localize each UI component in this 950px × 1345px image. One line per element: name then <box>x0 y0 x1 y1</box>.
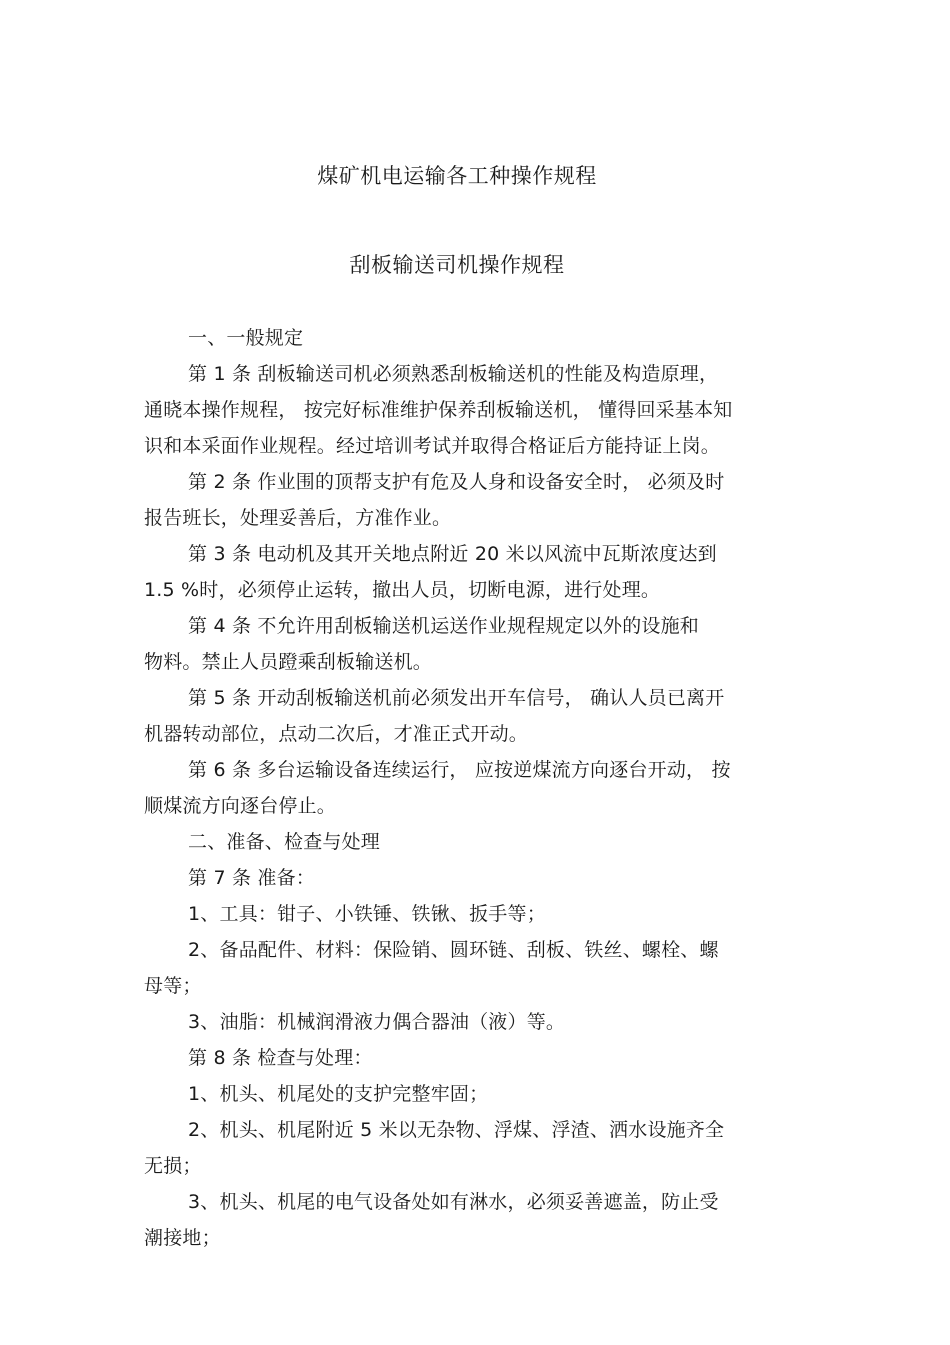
paragraph-line: 第 6 条 多台运输设备连续运行， 应按逆煤流方向逐台开动， 按 <box>188 759 731 781</box>
paragraph-line: 通晓本操作规程， 按完好标准维护保养刮板输送机， 懂得回采基本知 <box>144 399 733 421</box>
paragraph-line: 第 7 条 准备： <box>188 867 316 889</box>
paragraph-line: 识和本采面作业规程。经过培训考试并取得合格证后方能持证上岗。 <box>144 435 721 457</box>
paragraph-line: 第 2 条 作业围的顶帮支护有危及人身和设备安全时， 必须及时 <box>188 471 725 493</box>
paragraph-line: 无损； <box>144 1155 202 1177</box>
paragraph-line: 第 3 条 电动机及其开关地点附近 20 米以风流中瓦斯浓度达到 <box>188 543 717 565</box>
paragraph-line: 物料。禁止人员蹬乘刮板输送机。 <box>144 651 433 673</box>
paragraph-line: 机器转动部位，点动二次后，才准正式开动。 <box>144 723 529 745</box>
paragraph-line: 3、油脂：机械润滑液力偶合器油（液）等。 <box>188 1011 566 1033</box>
paragraph-line: 2、机头、机尾附近 5 米以无杂物、浮煤、浮渣、洒水设施齐全 <box>188 1119 725 1141</box>
paragraph-line: 2、备品配件、材料：保险销、圆环链、刮板、铁丝、螺栓、螺 <box>188 939 719 961</box>
paragraph-line: 1、机头、机尾处的支护完整牢固； <box>188 1083 489 1105</box>
paragraph-line: 第 4 条 不允许用刮板输送机运送作业规程规定以外的设施和 <box>188 615 700 637</box>
paragraph-line: 第 5 条 开动刮板输送机前必须发出开车信号， 确认人员已离开 <box>188 687 725 709</box>
document-body <box>144 320 814 1256</box>
document-title: 煤矿机电运输各工种操作规程 <box>317 164 597 188</box>
paragraph-line: 1、工具：钳子、小铁锤、铁锹、扳手等； <box>188 903 546 925</box>
paragraph-line: 潮接地； <box>144 1227 221 1249</box>
paragraph-line: 母等； <box>144 975 202 997</box>
paragraph-line: 报告班长，处理妥善后，方准作业。 <box>144 507 452 529</box>
paragraph-line: 一、一般规定 <box>188 327 304 349</box>
paragraph-line: 第 8 条 检查与处理： <box>188 1047 373 1069</box>
paragraph-line: 3、机头、机尾的电气设备处如有淋水，必须妥善遮盖，防止受 <box>188 1191 719 1213</box>
paragraph-line: 1.5 %时，必须停止运转，撤出人员，切断电源，进行处理。 <box>144 579 661 601</box>
paragraph-line: 第 1 条 刮板输送司机必须熟悉刮板输送机的性能及构造原理， <box>188 363 719 385</box>
section-title: 刮板输送司机操作规程 <box>349 253 565 277</box>
paragraph-line: 顺煤流方向逐台停止。 <box>144 795 337 817</box>
paragraph-line: 二、准备、检查与处理 <box>188 831 381 853</box>
